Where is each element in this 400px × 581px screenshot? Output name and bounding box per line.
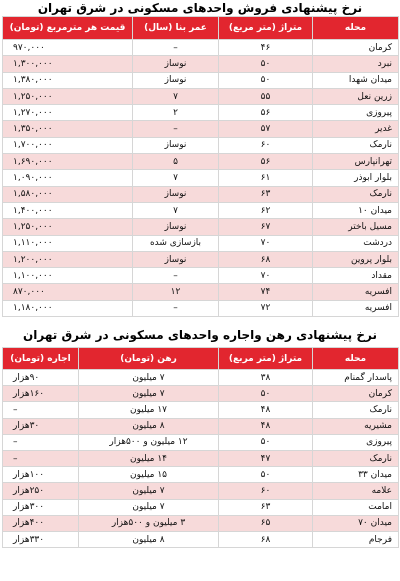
- cell-deposit: ۱۵ میلیون: [79, 467, 219, 483]
- cell-deposit: ۸ میلیون: [79, 418, 219, 434]
- cell-area: ۵۶: [219, 154, 313, 170]
- table-row: [3, 268, 399, 284]
- cell-neighborhood: پاسدار گمنام: [313, 370, 399, 386]
- cell-building-age: –: [133, 300, 219, 316]
- table-row: [3, 186, 399, 202]
- cell-building-age: ۱۲: [133, 284, 219, 300]
- table-row: [3, 499, 399, 515]
- cell-neighborhood: نارمک: [313, 186, 399, 202]
- header-rent: اجاره (تومان): [3, 348, 79, 370]
- cell-deposit: ۷ میلیون: [79, 386, 219, 402]
- table-row: [3, 467, 399, 483]
- cell-price-per-sqm: ۱,۲۵۰,۰۰۰: [3, 219, 133, 235]
- cell-building-age: ۲: [133, 105, 219, 121]
- cell-price-per-sqm: ۱,۵۸۰,۰۰۰: [3, 186, 133, 202]
- cell-price-per-sqm: ۱,۲۵۰,۰۰۰: [3, 88, 133, 104]
- cell-neighborhood: مشیریه: [313, 418, 399, 434]
- cell-area: ۶۰: [219, 483, 313, 499]
- cell-area: ۳۸: [219, 370, 313, 386]
- cell-neighborhood: میدان شهدا: [313, 72, 399, 88]
- cell-area: ۶۳: [219, 186, 313, 202]
- cell-price-per-sqm: ۹۷۰,۰۰۰: [3, 40, 133, 56]
- cell-area: ۴۸: [219, 402, 313, 418]
- cell-rent: ۱۰۰هزار: [3, 467, 79, 483]
- table-row: [3, 531, 399, 547]
- cell-deposit: ۳ میلیون و ۵۰۰هزار: [79, 515, 219, 531]
- cell-rent: ۳۰هزار: [3, 418, 79, 434]
- cell-neighborhood: دردشت: [313, 235, 399, 251]
- table-row: [3, 386, 399, 402]
- cell-building-age: ۷: [133, 170, 219, 186]
- cell-rent: ۱۶۰هزار: [3, 386, 79, 402]
- table-row: [3, 137, 399, 153]
- cell-area: ۶۸: [219, 531, 313, 547]
- cell-deposit: ۱۲ میلیون و ۵۰۰هزار: [79, 434, 219, 450]
- cell-deposit: ۷ میلیون: [79, 483, 219, 499]
- cell-building-age: ۷: [133, 202, 219, 218]
- cell-rent: ۳۰۰هزار: [3, 499, 79, 515]
- cell-building-age: ۷: [133, 88, 219, 104]
- cell-neighborhood: علامه: [313, 483, 399, 499]
- cell-deposit: ۷ میلیون: [79, 499, 219, 515]
- cell-area: ۵۶: [219, 105, 313, 121]
- cell-area: ۶۰: [219, 137, 313, 153]
- cell-rent: ۹۰هزار: [3, 370, 79, 386]
- cell-area: ۷۰: [219, 268, 313, 284]
- cell-deposit: ۸ میلیون: [79, 531, 219, 547]
- cell-area: ۵۰: [219, 434, 313, 450]
- sale-table-header: [3, 17, 399, 40]
- sale-table-title: نرخ پیشنهادی فروش واحدهای مسکونی در شرق تهران: [37, 1, 363, 15]
- cell-building-age: نوساز: [133, 56, 219, 72]
- cell-area: ۵۰: [219, 467, 313, 483]
- cell-neighborhood: مقداد: [313, 268, 399, 284]
- cell-area: ۵۰: [219, 72, 313, 88]
- table-row: [3, 88, 399, 104]
- cell-area: ۶۱: [219, 170, 313, 186]
- cell-rent: ۳۳۰هزار: [3, 531, 79, 547]
- cell-neighborhood: افسریه: [313, 300, 399, 316]
- cell-building-age: نوساز: [133, 219, 219, 235]
- cell-neighborhood: نبرد: [313, 56, 399, 72]
- header-area: متراژ (متر مربع): [219, 17, 313, 40]
- cell-area: ۵۵: [219, 88, 313, 104]
- cell-price-per-sqm: ۱,۱۸۰,۰۰۰: [3, 300, 133, 316]
- cell-area: ۶۳: [219, 499, 313, 515]
- cell-price-per-sqm: ۱,۷۰۰,۰۰۰: [3, 137, 133, 153]
- cell-area: ۵۰: [219, 386, 313, 402]
- cell-price-per-sqm: ۱,۰۹۰,۰۰۰: [3, 170, 133, 186]
- cell-building-age: –: [133, 40, 219, 56]
- cell-price-per-sqm: ۱,۱۱۰,۰۰۰: [3, 235, 133, 251]
- cell-deposit: ۱۴ میلیون: [79, 450, 219, 466]
- cell-neighborhood: پیروزی: [313, 434, 399, 450]
- cell-price-per-sqm: ۱,۴۰۰,۰۰۰: [3, 202, 133, 218]
- rent-table: [2, 347, 399, 548]
- table-row: [3, 284, 399, 300]
- cell-neighborhood: نارمک: [313, 137, 399, 153]
- table-row: [3, 300, 399, 316]
- header-neighborhood: محله: [313, 348, 399, 370]
- cell-area: ۵۷: [219, 121, 313, 137]
- cell-neighborhood: تهرانپارس: [313, 154, 399, 170]
- cell-building-age: –: [133, 121, 219, 137]
- cell-building-age: نوساز: [133, 72, 219, 88]
- cell-area: ۷۴: [219, 284, 313, 300]
- cell-area: ۶۲: [219, 202, 313, 218]
- cell-neighborhood: امامت: [313, 499, 399, 515]
- cell-neighborhood: مسیل باختر: [313, 219, 399, 235]
- cell-neighborhood: بلوار ابوذر: [313, 170, 399, 186]
- cell-neighborhood: نارمک: [313, 402, 399, 418]
- cell-neighborhood: کرمان: [313, 40, 399, 56]
- cell-area: ۷۲: [219, 300, 313, 316]
- header-price-per-sqm: قیمت هر مترمربع (تومان): [3, 17, 133, 40]
- table-row: [3, 402, 399, 418]
- cell-building-age: نوساز: [133, 186, 219, 202]
- table-row: [3, 40, 399, 56]
- cell-neighborhood: پیروزی: [313, 105, 399, 121]
- cell-area: ۴۸: [219, 418, 313, 434]
- cell-price-per-sqm: ۱,۲۰۰,۰۰۰: [3, 251, 133, 267]
- cell-price-per-sqm: ۱,۲۷۰,۰۰۰: [3, 105, 133, 121]
- table-row: [3, 418, 399, 434]
- cell-neighborhood: افسریه: [313, 284, 399, 300]
- table-row: [3, 235, 399, 251]
- cell-price-per-sqm: ۱,۱۰۰,۰۰۰: [3, 268, 133, 284]
- table-row: [3, 515, 399, 531]
- cell-price-per-sqm: ۱,۳۸۰,۰۰۰: [3, 72, 133, 88]
- cell-rent: ۴۰۰هزار: [3, 515, 79, 531]
- cell-neighborhood: بلوار پروین: [313, 251, 399, 267]
- header-area: متراژ (متر مربع): [219, 348, 313, 370]
- cell-neighborhood: نارمک: [313, 450, 399, 466]
- cell-neighborhood: زرین نعل: [313, 88, 399, 104]
- cell-neighborhood: فرجام: [313, 531, 399, 547]
- cell-rent: –: [3, 434, 79, 450]
- cell-neighborhood: غدیر: [313, 121, 399, 137]
- cell-rent: –: [3, 402, 79, 418]
- cell-building-age: ۵: [133, 154, 219, 170]
- cell-area: ۴۷: [219, 450, 313, 466]
- cell-neighborhood: میدان ۷۰: [313, 515, 399, 531]
- table-row: [3, 251, 399, 267]
- table-row: [3, 154, 399, 170]
- rent-table-title: نرخ پیشنهادی رهن واجاره واحدهای مسکونی در شرق تهران: [23, 328, 377, 343]
- table-row: [3, 121, 399, 137]
- sale-table: [2, 16, 399, 317]
- cell-price-per-sqm: ۱,۳۰۰,۰۰۰: [3, 56, 133, 72]
- cell-deposit: ۱۷ میلیون: [79, 402, 219, 418]
- cell-rent: –: [3, 450, 79, 466]
- cell-area: ۷۰: [219, 235, 313, 251]
- table-row: [3, 105, 399, 121]
- table-row: [3, 483, 399, 499]
- rent-table-header: [3, 348, 399, 370]
- cell-price-per-sqm: ۱,۳۵۰,۰۰۰: [3, 121, 133, 137]
- cell-price-per-sqm: ۸۷۰,۰۰۰: [3, 284, 133, 300]
- table-row: [3, 170, 399, 186]
- cell-building-age: بازسازی شده: [133, 235, 219, 251]
- table-row: [3, 202, 399, 218]
- table-row: [3, 72, 399, 88]
- header-neighborhood: محله: [313, 17, 399, 40]
- table-row: [3, 434, 399, 450]
- cell-price-per-sqm: ۱,۶۹۰,۰۰۰: [3, 154, 133, 170]
- header-building-age: عمر بنا (سال): [133, 17, 219, 40]
- cell-neighborhood: میدان ۳۳: [313, 467, 399, 483]
- cell-neighborhood: کرمان: [313, 386, 399, 402]
- cell-building-age: –: [133, 268, 219, 284]
- table-row: [3, 219, 399, 235]
- cell-area: ۶۸: [219, 251, 313, 267]
- table-row: [3, 56, 399, 72]
- cell-building-age: نوساز: [133, 137, 219, 153]
- cell-neighborhood: میدان ۱۰: [313, 202, 399, 218]
- cell-area: ۶۷: [219, 219, 313, 235]
- cell-deposit: ۷ میلیون: [79, 370, 219, 386]
- cell-area: ۵۰: [219, 56, 313, 72]
- cell-building-age: نوساز: [133, 251, 219, 267]
- table-row: [3, 370, 399, 386]
- cell-rent: ۲۵۰هزار: [3, 483, 79, 499]
- header-deposit: رهن (تومان): [79, 348, 219, 370]
- cell-area: ۶۵: [219, 515, 313, 531]
- cell-area: ۴۶: [219, 40, 313, 56]
- table-row: [3, 450, 399, 466]
